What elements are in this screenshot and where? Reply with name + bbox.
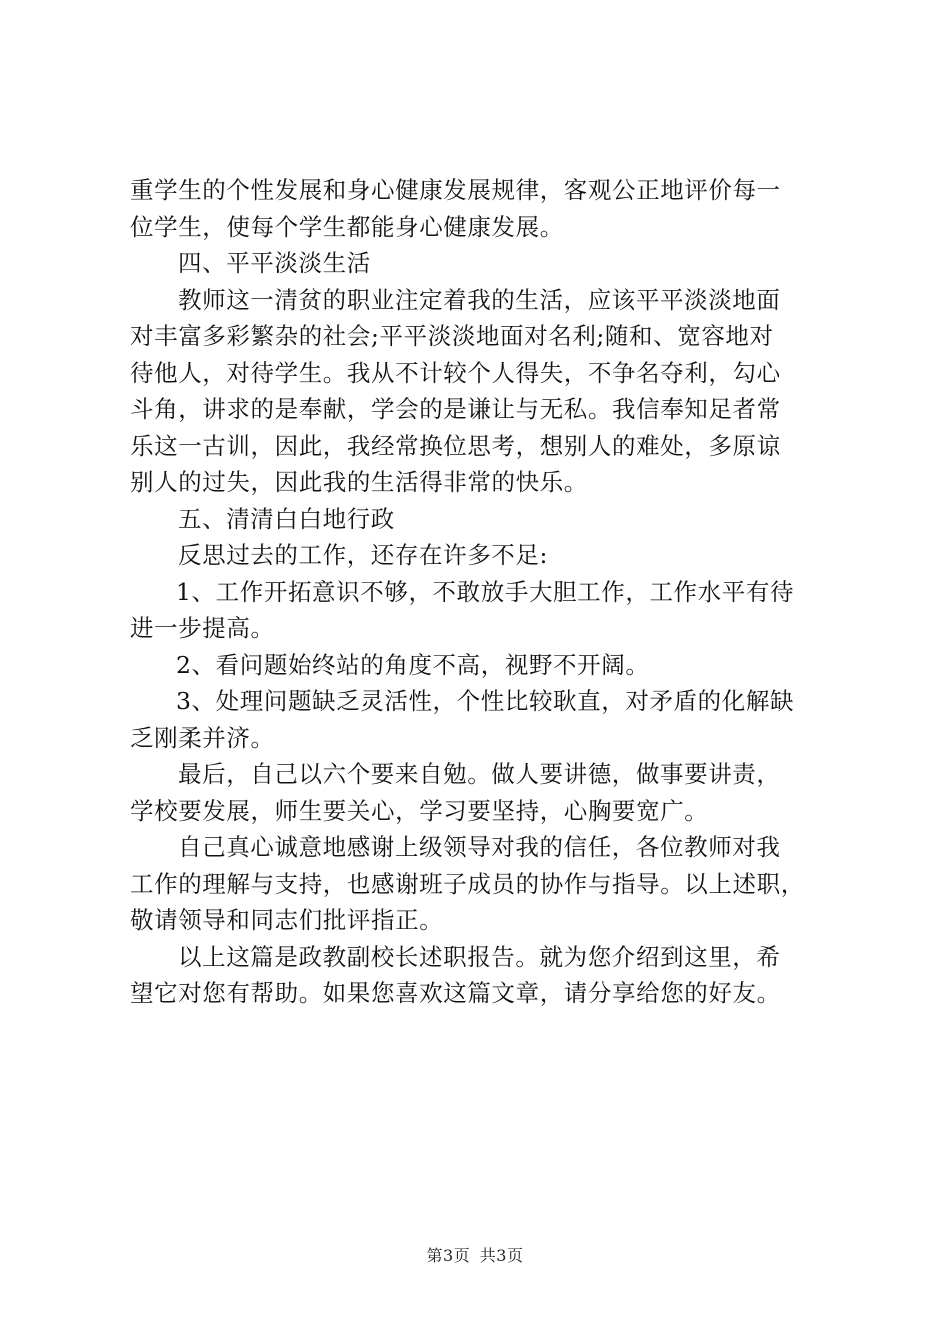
paragraph-line: 别人的过失，因此我的生活得非常的快乐。 (130, 468, 588, 496)
paragraph-line: 敬请领导和同志们批评指正。 (130, 906, 444, 934)
paragraph-line: 学校要发展，师生要关心，学习要坚持，心胸要宽广。 (130, 796, 709, 825)
page-total: 共3页 (479, 1246, 524, 1265)
paragraph-line: 望它对您有帮助。如果您喜欢这篇文章，请分享给您的好友。 (130, 979, 781, 1007)
paragraph-line: 待他人，对待学生。我从不计较个人得失，不争名夺利，勾心 (130, 358, 781, 387)
paragraph-line: 最后，自己以六个要来自勉。做人要讲德，做事要讲责， (178, 760, 781, 788)
list-item: 2、看问题始终站的角度不高，视野不开阔。 (176, 650, 650, 679)
paragraph-line: 工作的理解与支持，也感谢班子成员的协作与指导。以上述职， (130, 869, 805, 898)
page-number: 第3页 (426, 1246, 471, 1265)
document-body (130, 172, 834, 1012)
paragraph-line: 反思过去的工作，还存在许多不足: (178, 541, 549, 569)
section-heading: 五、清清白白地行政 (178, 504, 395, 533)
paragraph-line: 位学生，使每个学生都能身心健康发展。 (130, 212, 564, 241)
page-footer (0, 1243, 950, 1266)
paragraph-line: 重学生的个性发展和身心健康发展规律，客观公正地评价每一 (130, 176, 781, 204)
list-item: 1、工作开拓意识不够，不敢放手大胆工作，工作水平有待 (176, 577, 795, 606)
list-item-continuation: 进一步提高。 (130, 614, 275, 642)
paragraph-line: 教师这一清贫的职业注定着我的生活，应该平平淡淡地面 (178, 285, 781, 314)
paragraph-line: 以上这篇是政教副校长述职报告。就为您介绍到这里，希 (178, 942, 781, 971)
paragraph-line: 斗角，讲求的是奉献，学会的是谦让与无私。我信奉知足者常 (130, 395, 781, 423)
paragraph-line: 对丰富多彩繁杂的社会;平平淡淡地面对名利;随和、宽容地对 (130, 322, 774, 350)
list-item-continuation: 乏刚柔并济。 (130, 723, 275, 752)
paragraph-line: 自己真心诚意地感谢上级领导对我的信任，各位教师对我 (178, 833, 781, 861)
section-heading: 四、平平淡淡生活 (178, 249, 371, 277)
list-item: 3、处理问题缺乏灵活性，个性比较耿直，对矛盾的化解缺 (176, 687, 795, 715)
paragraph-line: 乐这一古训，因此，我经常换位思考，想别人的难处，多原谅 (130, 431, 781, 460)
